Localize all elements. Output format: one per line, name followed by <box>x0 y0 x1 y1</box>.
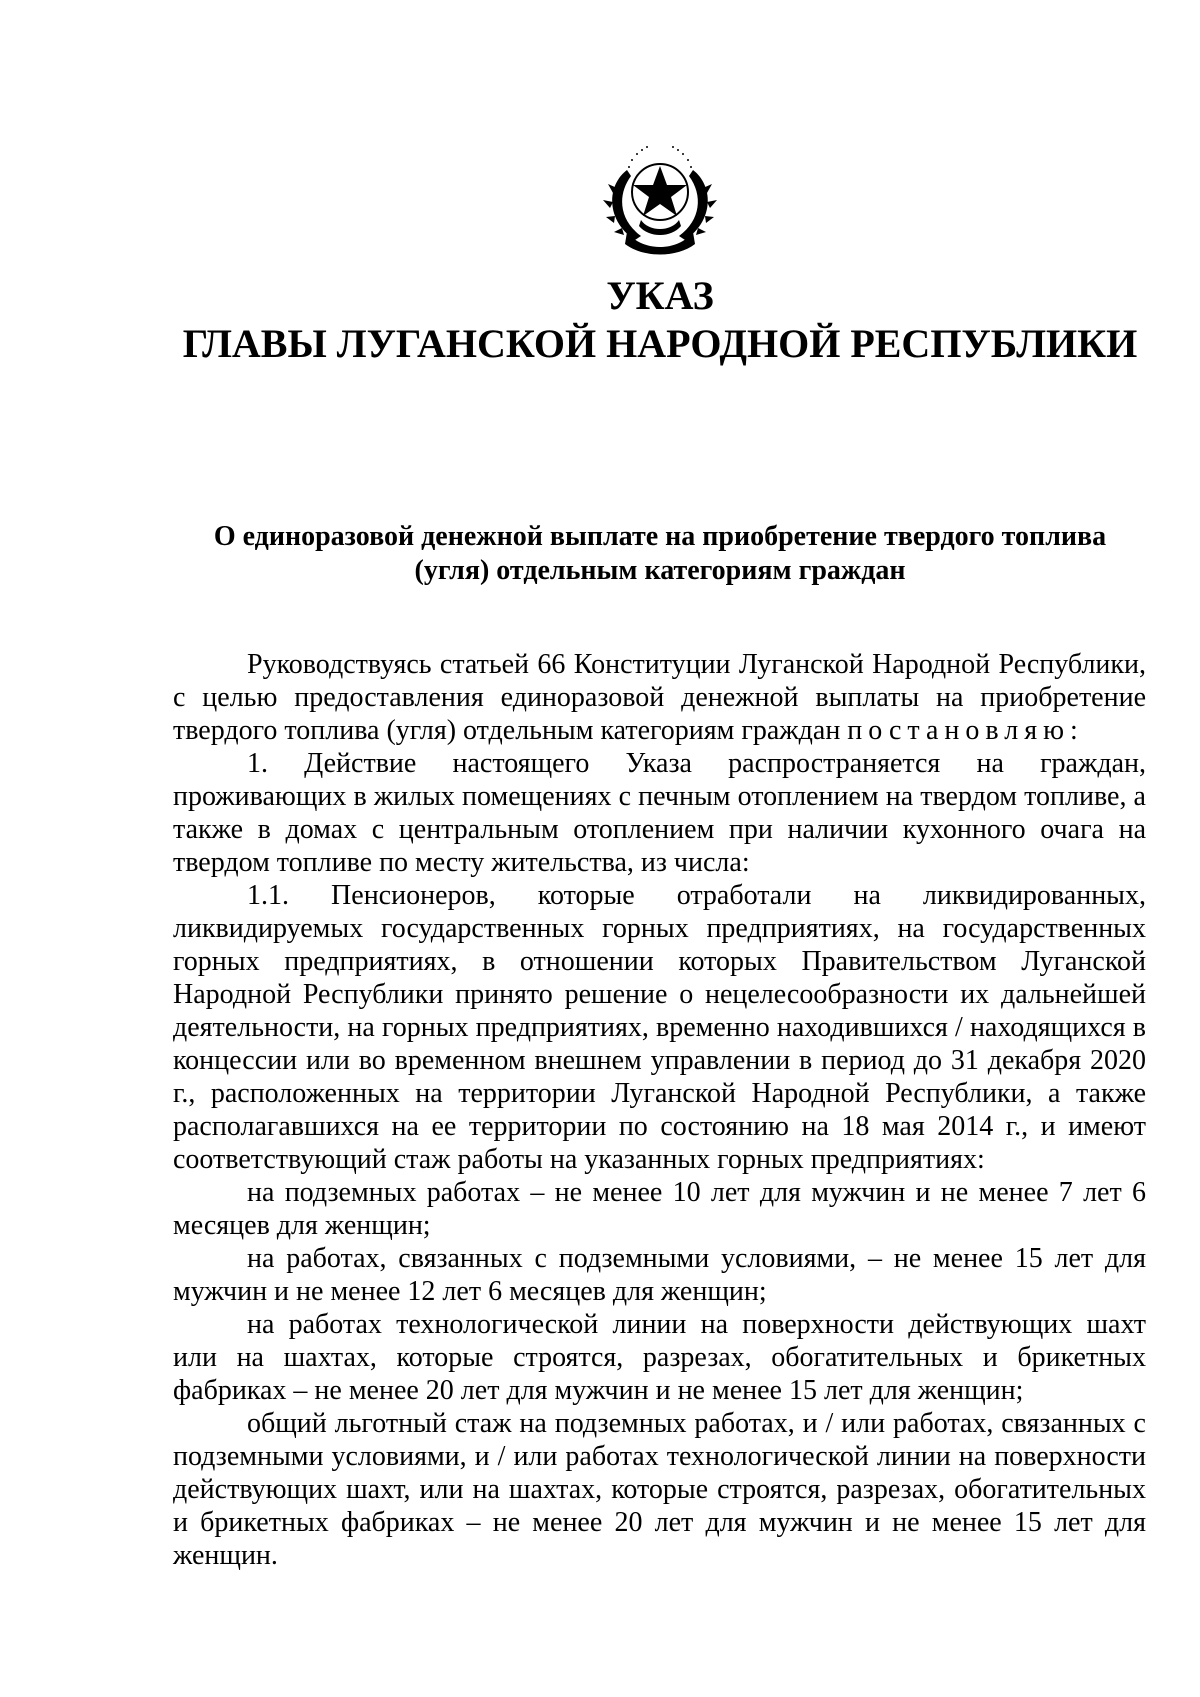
subject-line-2: (угля) отдельным категориям граждан <box>414 555 906 586</box>
decree-heading: УКАЗ <box>606 273 714 318</box>
decree-title <box>0 272 1200 368</box>
paragraph-general-benefit: общий льготный стаж на подземных работах, и / или работах, связанных с подземными условиями, и / или работах технологической линии на поверхности действующих шахт, или на шахтах, которые строятся, разрезах, обогатительных и брикетных фабриках – не менее 20 лет для мужчин и не менее 15 лет для женщин. <box>173 1408 1146 1571</box>
decree-subject <box>0 520 1200 588</box>
subject-line-1: О единоразовой денежной выплате на приобретение твердого топлива <box>213 521 1107 552</box>
paragraph-underground-related: на работах, связанных с подземными условиями, – не менее 15 лет для мужчин и не менее 12 лет 6 месяцев для женщин; <box>173 1243 1146 1307</box>
issuer-heading: ГЛАВЫ ЛУГАНСКОЙ НАРОДНОЙ РЕСПУБЛИКИ <box>182 321 1138 366</box>
preamble-paragraph <box>173 648 1146 747</box>
paragraph-underground: на подземных работах – не менее 10 лет для мужчин и не менее 7 лет 6 месяцев для женщин; <box>173 1177 1146 1241</box>
paragraph-surface-line: на работах технологической линии на поверхности действующих шахт или на шахтах, которые строятся, разрезах, обогатительных и брикетных фабриках – не менее 20 лет для мужчин и не менее 15 лет для женщин; <box>173 1309 1146 1406</box>
paragraph-1-1: 1.1. Пенсионеров, которые отработали на ликвидированных, ликвидируемых государственных горных предприятиях, на государственных горных предприятиях, в отношении которых Правительством Луганской Народной Республики принято решение о нецелесообразности их дальнейшей деятельности, на горных предприятиях, временно находившихся / находящихся в концессии или во временном внешнем управлении в период до 31 декабря 2020 г., расположенных на территории Луганской Народной Республики, а также располагавшихся на ее территории по состоянию на 18 мая 2014 г., и имеют соответствующий стаж работы на указанных горных предприятиях: <box>173 880 1146 1175</box>
preamble-text: Руководствуясь статьей 66 Конституции Луганской Народной Республики, с целью предоставления единоразовой денежной выплаты на приобретение твердого топлива (угля) отдельным категориям граждан <box>173 649 1146 746</box>
paragraph-1: 1. Действие настоящего Указа распространяется на граждан, проживающих в жилых помещениях с печным отоплением на твердом топливе, а также в домах с центральным отоплением при наличии кухонного очага на твердом топливе по месту жительства, из числа: <box>173 748 1146 878</box>
decree-body <box>173 648 1146 1572</box>
star-wreath-emblem-icon <box>597 140 723 258</box>
decree-word: постановляю: <box>847 715 1084 746</box>
